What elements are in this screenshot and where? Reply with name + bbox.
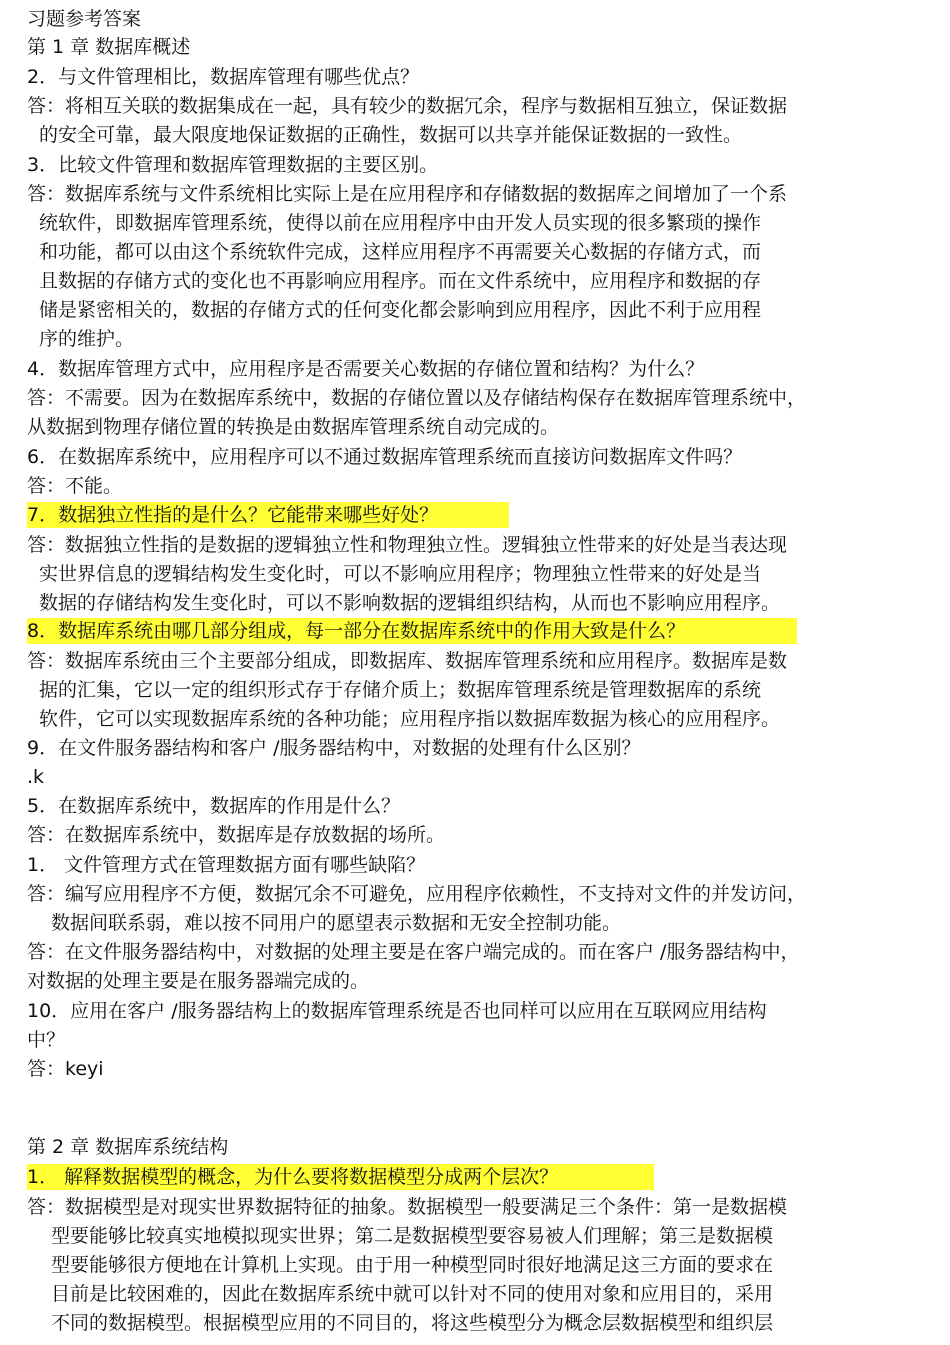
- chapter-2-answer-1-line-1: 答：数据模型是对现实世界数据特征的抽象。数据模型一般要满足三个条件：第一是数据模: [27, 1196, 788, 1218]
- answer-5: 答：在数据库系统中，数据库是存放数据的场所。: [27, 824, 446, 846]
- answer-2-line-1: 答：将相互关联的数据集成在一起，具有较少的数据冗余，程序与数据相互独立，保证数据: [27, 95, 788, 117]
- answer-7-line-3: 数据的存储结构发生变化时，可以不影响数据的逻辑组织结构，从而也不影响应用程序。: [39, 592, 781, 614]
- answer-3-line-1: 答：数据库系统与文件系统相比实际上是在应用程序和存储数据的数据库之间增加了一个系: [27, 183, 788, 205]
- answer-3-line-4: 且数据的存储方式的变化也不再影响应用程序。而在文件系统中，应用程序和数据的存: [39, 270, 762, 292]
- question-10-line-2: 中？: [27, 1029, 66, 1051]
- question-7-highlighted: 7．数据独立性指的是什么？它能带来哪些好处？: [27, 502, 509, 528]
- question-10-line-1: 10．应用在客户 /服务器结构上的数据库管理系统是否也同样可以应用在互联网应用结构: [27, 1000, 767, 1022]
- answer-9-line-2: 对数据的处理主要是在服务器端完成的。: [27, 970, 370, 992]
- chapter-2-heading: 第 2 章 数据库系统结构: [27, 1136, 229, 1158]
- answer-3-line-5: 储是紧密相关的，数据的存储方式的任何变化都会影响到应用程序，因此不利于应用程: [39, 299, 762, 321]
- answer-4-line-1: 答：不需要。因为在数据库系统中，数据的存储位置以及存储结构保存在数据库管理系统中，: [27, 387, 807, 409]
- chapter-2-answer-1-line-5: 不同的数据模型。根据模型应用的不同目的，将这些模型分为概念层数据模型和组织层: [51, 1312, 774, 1334]
- answer-10: 答：keyi: [27, 1058, 104, 1080]
- answer-1-line-1: 答：编写应用程序不方便，数据冗余不可避免，应用程序依赖性，不支持对文件的并发访问，: [27, 883, 807, 905]
- question-6: 6．在数据库系统中，应用程序可以不通过数据库管理系统而直接访问数据库文件吗？: [27, 446, 743, 468]
- answer-3-line-2: 统软件，即数据库管理系统，使得以前在应用程序中由开发人员实现的很多繁琐的操作: [39, 212, 762, 234]
- answer-4-line-2: 从数据到物理存储位置的转换是由数据库管理系统自动完成的。: [27, 416, 560, 438]
- question-1: 1． 文件管理方式在管理数据方面有哪些缺陷？: [27, 854, 426, 876]
- answer-1-line-2: 数据间联系弱，难以按不同用户的愿望表示数据和无安全控制功能。: [51, 912, 622, 934]
- question-8-highlighted: 8．数据库系统由哪几部分组成，每一部分在数据库系统中的作用大致是什么？: [27, 618, 797, 644]
- question-2: 2．与文件管理相比，数据库管理有哪些优点？: [27, 66, 420, 88]
- answer-7-line-2: 实世界信息的逻辑结构发生变化时，可以不影响应用程序；物理独立性带来的好处是当: [39, 563, 762, 585]
- chapter-2-answer-1-line-3: 型要能够很方便地在计算机上实现。由于用一种模型同时很好地满足这三方面的要求在: [51, 1254, 774, 1276]
- answer-8-line-3: 软件，它可以实现数据库系统的各种功能；应用程序指以数据库数据为核心的应用程序。: [39, 708, 781, 730]
- chapter-2-question-1-highlighted: 1． 解释数据模型的概念，为什么要将数据模型分成两个层次？: [27, 1164, 654, 1190]
- question-3: 3．比较文件管理和数据库管理数据的主要区别。: [27, 154, 439, 176]
- question-4: 4．数据库管理方式中，应用程序是否需要关心数据的存储位置和结构？为什么？: [27, 358, 705, 380]
- answer-8-line-1: 答：数据库系统由三个主要部分组成，即数据库、数据库管理系统和应用程序。数据库是数: [27, 650, 788, 672]
- chapter-2-answer-1-line-2: 型要能够比较真实地模拟现实世界；第二是数据模型要容易被人们理解；第三是数据模: [51, 1225, 774, 1247]
- answer-7-line-1: 答：数据独立性指的是数据的逻辑独立性和物理独立性。逻辑独立性带来的好处是当表达现: [27, 534, 788, 556]
- chapter-1-heading: 第 1 章 数据库概述: [27, 36, 191, 58]
- stray-text: .k: [27, 766, 45, 788]
- answer-3-line-3: 和功能，都可以由这个系统软件完成，这样应用程序不再需要关心数据的存储方式，而: [39, 241, 762, 263]
- answer-6: 答：不能。: [27, 475, 123, 497]
- doc-title: 习题参考答案: [27, 8, 142, 30]
- question-5: 5．在数据库系统中，数据库的作用是什么？: [27, 795, 401, 817]
- answer-2-line-2: 的安全可靠，最大限度地保证数据的正确性，数据可以共享并能保证数据的一致性。: [39, 124, 743, 146]
- answer-3-line-6: 序的维护。: [39, 328, 135, 350]
- question-9: 9．在文件服务器结构和客户 /服务器结构中，对数据的处理有什么区别？: [27, 737, 641, 759]
- chapter-2-answer-1-line-4: 目前是比较困难的，因此在数据库系统中就可以针对不同的使用对象和应用目的，采用: [51, 1283, 774, 1305]
- answer-9-line-1: 答：在文件服务器结构中，对数据的处理主要是在客户端完成的。而在客户 /服务器结构中，: [27, 941, 800, 963]
- answer-8-line-2: 据的汇集，它以一定的组织形式存于存储介质上；数据库管理系统是管理数据库的系统: [39, 679, 762, 701]
